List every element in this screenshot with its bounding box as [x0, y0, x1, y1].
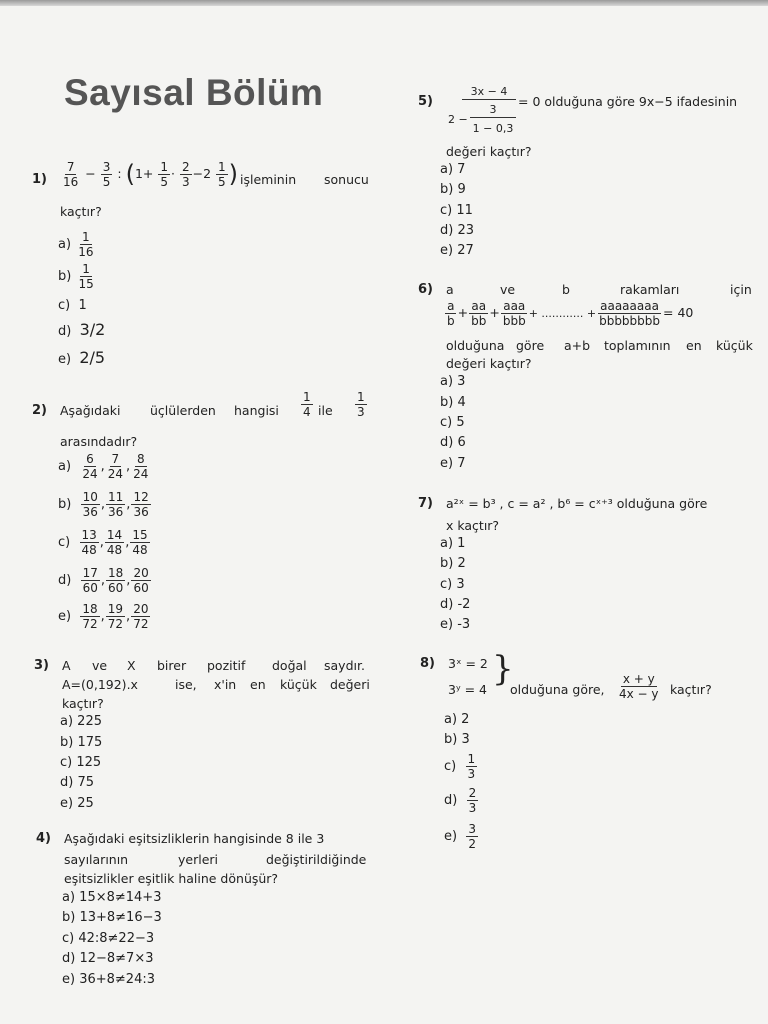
option-b[interactable]: b) 175 [60, 735, 103, 750]
fraction: $\frac{3}{5}$ [102, 160, 111, 189]
question-text: olduğuna göre, [510, 682, 605, 697]
option-e[interactable]: e) 27 [440, 243, 474, 258]
question-text: ile [318, 403, 333, 418]
question-text: b [562, 282, 570, 297]
question-text: göre [516, 338, 545, 353]
question-text: birer [157, 658, 187, 673]
question-text: = 0 olduğuna göre 9x−5 ifadesinin [518, 94, 738, 109]
question-text: ve [500, 282, 516, 297]
numerator: 3x − 4 [462, 84, 516, 100]
option-a[interactable]: a) $\frac{6}{24}$ , $\frac{7}{24}$ , $\frac{8}{24}$ [58, 452, 149, 481]
question-text: ise, [175, 677, 197, 692]
option-b[interactable]: b) 2 [440, 556, 466, 571]
page-title: Sayısal Bölüm [64, 72, 324, 113]
option-c[interactable]: c) 42:8≠22−3 [62, 931, 155, 946]
fraction: $\frac{1}{5}$ [160, 160, 168, 189]
question-text: a+b [564, 338, 591, 353]
question-text: doğal [272, 658, 307, 673]
option-a[interactable]: a) 1 [440, 536, 466, 551]
question-number: 3) [34, 658, 49, 673]
question-text: küçük [280, 677, 317, 692]
option-d[interactable]: d) 23 [440, 223, 474, 238]
question-text: Aşağıdaki eşitsizliklerin hangisinde 8 ile 3 [64, 831, 325, 846]
question-text: işleminin [240, 172, 297, 187]
option-b[interactable]: b) $\frac{10}{36}$ , $\frac{11}{36}$ , $\frac{12}{36}$ [58, 490, 149, 519]
option-d[interactable]: d) -2 [440, 597, 471, 612]
denominator: 2 − [448, 113, 468, 126]
question-text: sonucu [324, 172, 369, 187]
question-text: arasındadır? [60, 434, 138, 449]
option-a[interactable]: a) 225 [60, 714, 102, 729]
option-e[interactable]: e) 36+8≠24:3 [62, 972, 155, 987]
option-a[interactable]: a) 2 [444, 712, 470, 727]
question-number: 6) [418, 282, 433, 297]
question-number: 2) [32, 403, 47, 418]
option-c[interactable]: c) 1 [58, 298, 87, 313]
question-number: 4) [36, 831, 51, 846]
scan-edge [0, 0, 768, 6]
question-text: hangisi [234, 403, 279, 418]
option-e[interactable]: e) $\frac{18}{72}$ , $\frac{19}{72}$ , $\frac{20}{72}$ [58, 602, 149, 631]
option-b[interactable]: b) 9 [440, 182, 466, 197]
question-text: x'in [214, 677, 237, 692]
equation: 3ˣ = 2 [448, 656, 488, 671]
expression: $\frac{7}{16}$ − $\frac{3}{5}$ : (1+ $\frac{1}{5}$ · $\frac{2}{3}$ −2 $\frac{1}{5}$ ) [63, 160, 239, 189]
option-e[interactable]: e) $\frac{3}{2}$ [444, 822, 476, 851]
question-text: değeri [330, 677, 370, 692]
question-text: en [686, 338, 702, 353]
question-text: en [250, 677, 266, 692]
fraction-third: $\frac{1}{3}$ [357, 390, 365, 419]
question-text: rakamları [620, 282, 680, 297]
question-text: pozitif [207, 658, 246, 673]
inner-numerator: 3 [470, 102, 516, 118]
option-a[interactable]: a) 3 [440, 374, 466, 389]
option-b[interactable]: b) 4 [440, 395, 466, 410]
question-number: 8) [420, 656, 435, 671]
option-d[interactable]: d) 3/2 [58, 320, 106, 339]
question-text: toplamının [604, 338, 671, 353]
question-number: 7) [418, 496, 433, 511]
fraction: $\frac{2}{3}$ [181, 160, 190, 189]
question-text: A=(0,192).x [62, 677, 138, 692]
option-d[interactable]: d) 12−8≠7×3 [62, 951, 154, 966]
question-text: A [62, 658, 71, 673]
option-e[interactable]: e) 2/5 [58, 348, 106, 367]
question-text: değeri kaçtır? [446, 144, 532, 159]
question-text: olduğuna [446, 338, 505, 353]
question-text: Aşağıdaki [60, 403, 121, 418]
inner-denominator: 1 − 0,3 [472, 122, 514, 135]
fraction-quarter: $\frac{1}{4}$ [303, 390, 311, 419]
option-c[interactable]: c) 125 [60, 755, 102, 770]
fraction: $\frac{7}{16}$ [63, 160, 79, 189]
option-c[interactable]: c) $\frac{13}{48}$ , $\frac{14}{48}$ , $\frac{15}{48}$ [58, 528, 148, 557]
option-b[interactable]: b) $\frac{1}{15}$ [58, 262, 94, 291]
option-a[interactable]: a) $\frac{1}{16}$ [58, 230, 94, 259]
brace: } [492, 649, 514, 689]
question-text: a [446, 282, 454, 297]
option-a[interactable]: a) 15×8≠14+3 [62, 890, 162, 905]
option-d[interactable]: d) $\frac{17}{60}$ , $\frac{18}{60}$ , $\frac{20}{60}$ [58, 566, 149, 595]
question-text: küçük [716, 338, 753, 353]
sum-expression: $\frac{a}{b}$ + $\frac{aa}{bb}$ + aaa bbb + ............ + aaaaaaaa bbbbbbbb = 40 [447, 299, 694, 328]
option-a[interactable]: a) 7 [440, 162, 466, 177]
question-text: sayılarının [64, 852, 129, 867]
question-text: ve [92, 658, 108, 673]
option-b[interactable]: b) 3 [444, 732, 470, 747]
option-e[interactable]: e) -3 [440, 617, 471, 632]
question-text: için [730, 282, 752, 297]
option-e[interactable]: e) 7 [440, 456, 466, 471]
option-c[interactable]: c) 3 [440, 577, 465, 592]
question-number: 1) [32, 172, 47, 187]
question-text: kaçtır? [62, 696, 104, 711]
option-c[interactable]: c) 5 [440, 415, 465, 430]
option-d[interactable]: d) $\frac{2}{3}$ [444, 786, 477, 815]
option-c[interactable]: c) $\frac{1}{3}$ [444, 752, 476, 781]
question-text: üçlülerden [150, 403, 216, 418]
question-text: X [127, 658, 136, 673]
fraction: $\frac{x + y}{4x - y}$ [619, 672, 659, 701]
option-c[interactable]: c) 11 [440, 203, 473, 218]
question-text: değeri kaçtır? [446, 356, 532, 371]
question-text: a²ˣ = b³ , c = a² , b⁶ = cˣ⁺³ olduğuna göre [446, 496, 708, 511]
option-d[interactable]: d) 6 [440, 435, 466, 450]
question-text: saydır. [324, 658, 365, 673]
question-text: değiştirildiğinde [266, 852, 367, 867]
question-text: kaçtır? [670, 682, 712, 697]
option-d[interactable]: d) 75 [60, 775, 94, 790]
fraction: $\frac{1}{5}$ [218, 160, 226, 189]
option-e[interactable]: e) 25 [60, 796, 94, 811]
equation: 3ʸ = 4 [448, 682, 487, 697]
question-number: 5) [418, 94, 433, 109]
question-text: kaçtır? [60, 204, 102, 219]
option-b[interactable]: b) 13+8≠16−3 [62, 910, 162, 925]
question-text: x kaçtır? [446, 518, 500, 533]
question-text: eşitsizlikler eşitlik haline dönüşür? [64, 871, 279, 886]
question-text: yerleri [178, 852, 219, 867]
